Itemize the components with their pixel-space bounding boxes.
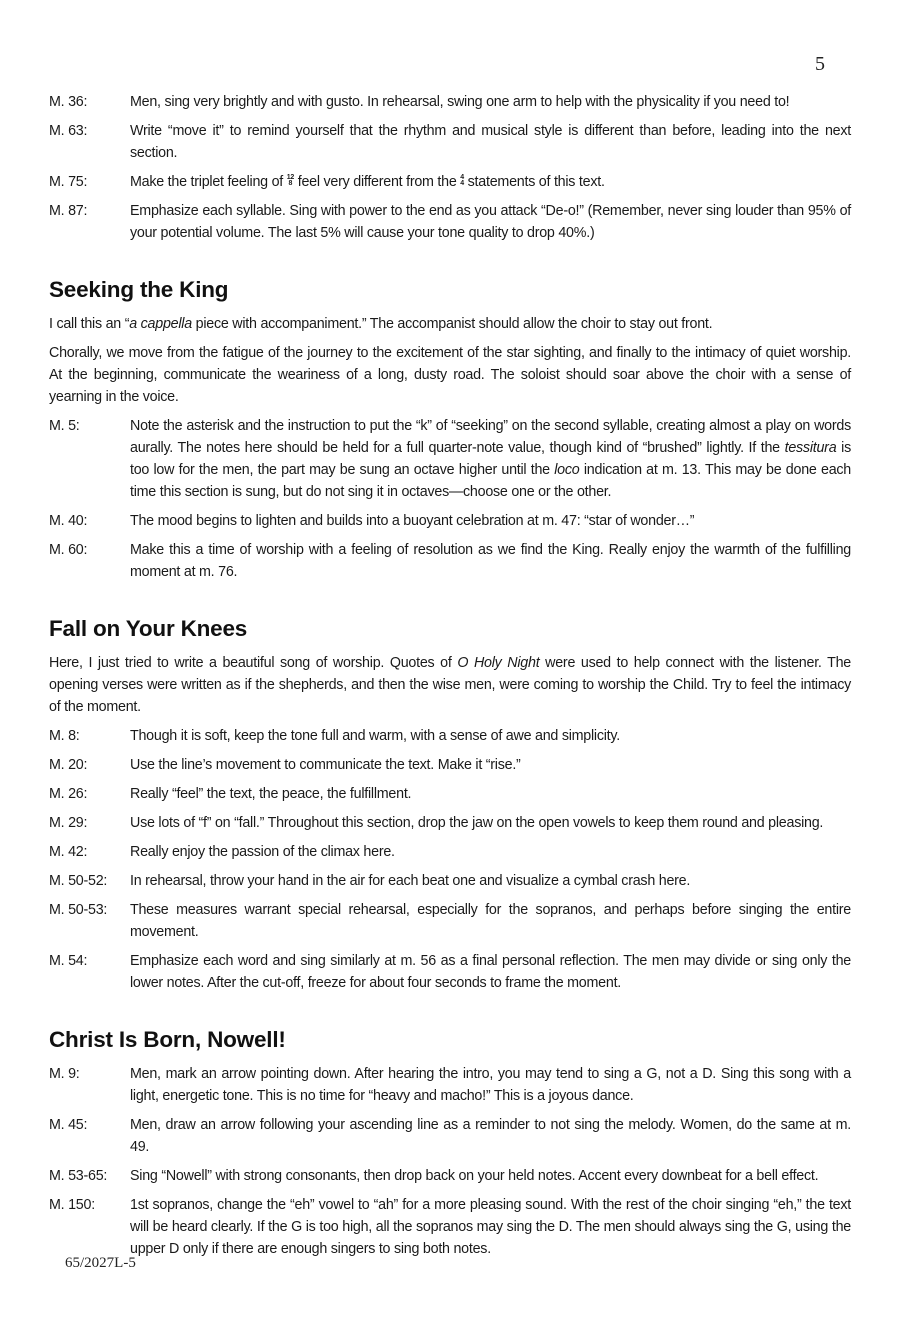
note-text: Men, mark an arrow pointing down. After hearing the intro, you may tend to sing a G, not a D. Sing this song with a light, energetic tone. This is no time for “heavy and macho!” This is a joyous dance. [130,1066,851,1104]
note-text: Write “move it” to remind yourself that the rhythm and musical style is different than before, leading into the next section. [130,123,851,161]
measure-ref: M. 20: [49,757,88,773]
measure-ref: M. 45: [49,1117,88,1133]
measure-note [49,120,851,164]
measure-note [49,950,851,994]
measure-ref: M. 8: [49,728,80,744]
note-text: Use the line’s movement to communicate the text. Make it “rise.” [130,757,521,773]
note-text: In rehearsal, throw your hand in the air for each beat one and visualize a cymbal crash here. [130,873,691,889]
measure-ref: M. 75: [49,174,88,190]
measure-note [49,539,851,583]
measure-ref: M. 50-52: [49,873,108,889]
footer-catalog-number: 65/2027L-5 [65,1255,136,1271]
time-signature-4-4: 4 4 [460,174,464,187]
measure-note [49,870,851,892]
note-text [130,171,851,193]
measure-note [49,1165,851,1187]
note-text: Sing “Nowell” with strong consonants, then drop back on your held notes. Accent every downbeat for a bell effect. [130,1168,819,1184]
measure-ref: M. 87: [49,203,88,219]
note-text: Really enjoy the passion of the climax here. [130,844,395,860]
measure-ref: M. 5: [49,418,80,434]
measure-ref: M. 40: [49,513,88,529]
note-text: The mood begins to lighten and builds into a buoyant celebration at m. 47: “star of wonder…” [130,513,695,529]
note-text: Though it is soft, keep the tone full and warm, with a sense of awe and simplicity. [130,728,620,744]
measure-note [49,783,851,805]
measure-note [49,841,851,863]
note-text: Men, draw an arrow following your ascending line as a reminder to not sing the melody. Women, do the same at m. 49. [130,1117,851,1155]
note-text: Emphasize each syllable. Sing with power to the end as you attack “De-o!” (Remember, never sing louder than 95% of your potential volume. The last 5% will cause your tone quality to drop 40%.) [130,203,851,241]
note-text: Men, sing very brightly and with gusto. In rehearsal, swing one arm to help with the physicality if you need to! [130,94,790,110]
measure-note [49,725,851,747]
measure-note [49,415,851,503]
note-text: Make this a time of worship with a feeling of resolution as we find the King. Really enjoy the warmth of the fulfilling moment at m. 76. [130,542,851,580]
measure-note [49,1114,851,1158]
measure-note [49,812,851,834]
measure-ref: M. 29: [49,815,88,831]
measure-ref: M. 36: [49,94,88,110]
section-title-fall-on-your-knees: Fall on Your Knees [49,616,248,641]
note-text-part: statements of this text. [463,174,605,190]
measure-ref: M. 53-65: [49,1168,108,1184]
note-text: 1st sopranos, change the “eh” vowel to “ah” for a more pleasing sound. With the rest of the choir singing “eh,” the text will be heard clearly. If the G is too high, all the sopranos may sing the D. The men should always sing the G, using the upper D only if there are enough singers to sing both notes. [130,1197,851,1257]
measure-ref: M. 42: [49,844,88,860]
section-intro: Chorally, we move from the fatigue of the journey to the excitement of the star sighting, and finally to the intimacy of quiet worship. At the beginning, communicate the weariness of a long, dusty road. The soloist should soar above the choir with a sense of yearning in the voice. [49,345,851,405]
note-text: These measures warrant special rehearsal, especially for the sopranos, and perhaps before singing the entire movement. [130,902,851,940]
measure-ref: M. 54: [49,953,88,969]
section-intro: I call this an “a cappella piece with accompaniment.” The accompanist should allow the choir to stay out front. [49,316,713,332]
section-title-christ-is-born-nowell: Christ Is Born, Nowell! [49,1027,286,1052]
measure-note [49,899,851,943]
note-text: Really “feel” the text, the peace, the fulfillment. [130,786,412,802]
measure-note [49,754,851,776]
measure-ref: M. 26: [49,786,88,802]
section-title-seeking-the-king: Seeking the King [49,277,229,302]
measure-ref: M. 50-53: [49,902,108,918]
measure-ref: M. 150: [49,1197,95,1213]
time-signature-12-8: 12 8 [286,174,295,187]
measure-ref: M. 60: [49,542,88,558]
page-number: 5 [815,53,825,75]
section-intro: Here, I just tried to write a beautiful song of worship. Quotes of O Holy Night were used to help connect with the listener. The opening verses were written as if the shepherds, and then the wise men, were coming to worship the Child. Try to feel the intimacy of the moment. [49,655,851,715]
note-text: Use lots of “f” on “fall.” Throughout this section, drop the jaw on the open vowels to keep them round and pleasing. [130,815,824,831]
measure-ref: M. 9: [49,1066,80,1082]
measure-note [49,1194,851,1260]
page-content [49,91,851,1267]
measure-note [49,1063,851,1107]
measure-note [49,91,851,113]
note-text-part: Make the triplet feeling of [130,174,287,190]
note-text-part: feel very different from the [294,174,461,190]
measure-note [49,171,851,193]
measure-note [49,510,851,532]
note-text: Note the asterisk and the instruction to put the “k” of “seeking” on the second syllable, creating almost a play on words aurally. The notes here should be held for a full quarter-note value, though kind of “brushed” lightly. If the tessitura is too low for the men, the part may be sung an octave higher until the loco indication at m. 13. This may be done each time this section is sung, but do not sing it in octaves—choose one or the other. [130,418,852,500]
note-text: Emphasize each word and sing similarly at m. 56 as a final personal reflection. The men may divide or sing only the lower notes. After the cut-off, freeze for about four seconds to frame the moment. [130,953,851,991]
measure-ref: M. 63: [49,123,88,139]
measure-note [49,200,851,244]
